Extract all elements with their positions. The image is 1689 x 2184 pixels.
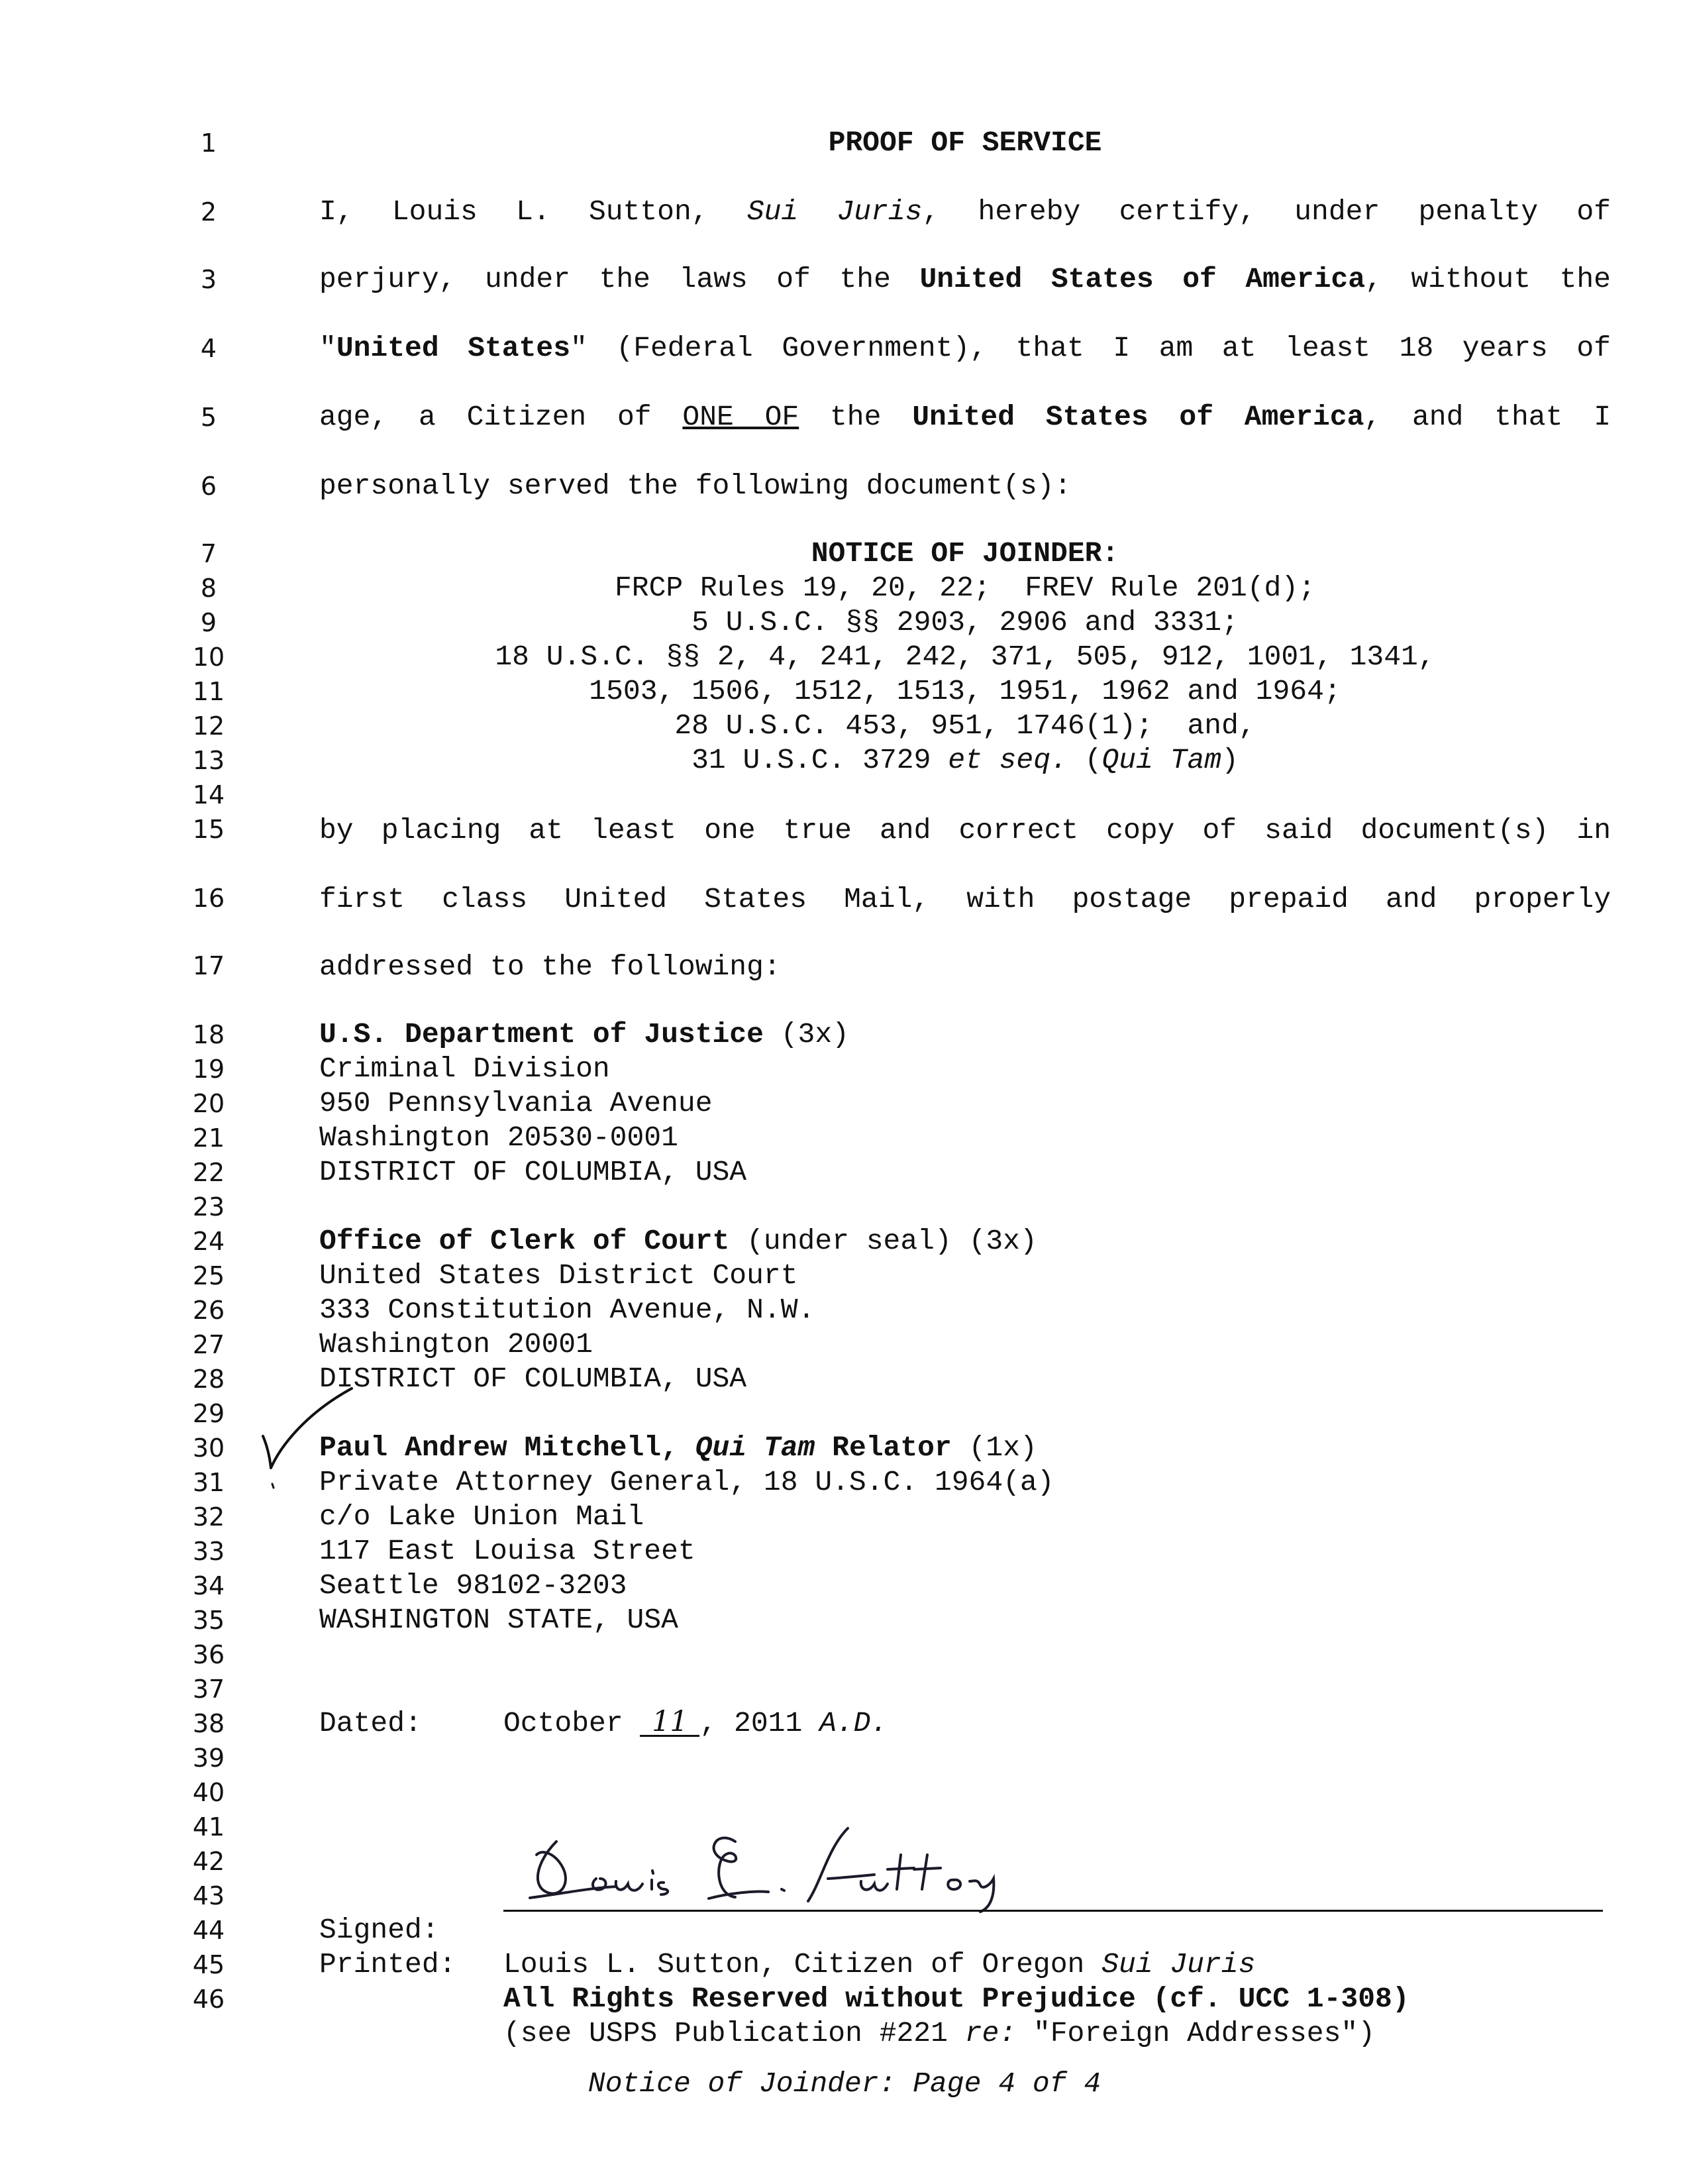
recipient-address-line: 950 Pennsylvania Avenue xyxy=(319,1087,713,1119)
document-citation: 1503, 1506, 1512, 1513, 1951, 1962 and 1964; xyxy=(589,675,1341,707)
intro-line-4: "United States" (Federal Government), that I am at least 18 years of xyxy=(319,332,1611,364)
intro-line-2: I, Louis L. Sutton, Sui Juris, hereby certify, under penalty of xyxy=(319,195,1611,228)
line-number: 16 xyxy=(192,884,225,913)
line-number: 37 xyxy=(192,1675,225,1704)
line-number: 8 xyxy=(200,574,217,603)
line-number: 20 xyxy=(192,1089,225,1118)
document-title: NOTICE OF JOINDER: xyxy=(811,537,1119,570)
line-number: 43 xyxy=(192,1881,225,1910)
recipient-address-line: Washington 20001 xyxy=(319,1328,593,1361)
page-title: PROOF OF SERVICE xyxy=(828,127,1102,159)
line-number: 19 xyxy=(192,1055,225,1084)
printed-name: Louis L. Sutton, Citizen of Oregon Sui Juris xyxy=(503,1948,1256,1981)
line-number: 41 xyxy=(192,1812,225,1842)
line-number: 46 xyxy=(192,1985,225,2014)
line-number: 9 xyxy=(200,608,217,637)
line-number: 31 xyxy=(192,1468,225,1497)
line-number: 10 xyxy=(192,643,225,672)
line-number: 25 xyxy=(192,1261,225,1290)
line-number: 35 xyxy=(192,1606,225,1635)
line-number: 4 xyxy=(200,334,217,363)
intro-line-5: age, a Citizen of ONE OF the United States of America, and that I xyxy=(319,401,1612,433)
document-citation: 5 U.S.C. §§ 2903, 2906 and 3331; xyxy=(691,606,1239,639)
line-number: 34 xyxy=(192,1571,225,1600)
recipient-name: Office of Clerk of Court (under seal) (3x) xyxy=(319,1225,1037,1257)
recipient-address-line: Criminal Division xyxy=(319,1053,610,1085)
recipient-name: Paul Andrew Mitchell, Qui Tam Relator (1x) xyxy=(319,1431,1037,1464)
line-number: 5 xyxy=(200,403,217,432)
line-number: 1 xyxy=(200,129,217,158)
recipient-address-line: Seattle 98102-3203 xyxy=(319,1569,627,1602)
line-number: 42 xyxy=(192,1847,225,1876)
line-number: 44 xyxy=(192,1916,225,1945)
line-number: 29 xyxy=(192,1399,225,1428)
intro-line-6: personally served the following document(s): xyxy=(319,470,1072,502)
line-number: 12 xyxy=(192,711,225,741)
line-number: 45 xyxy=(192,1950,225,1979)
recipient-address-line: 333 Constitution Avenue, N.W. xyxy=(319,1294,815,1326)
dated-day-handwritten: 11 xyxy=(640,1708,699,1737)
signature-line xyxy=(503,1910,1603,1912)
line-number: 21 xyxy=(192,1123,225,1153)
mailing-line-15: by placing at least one true and correct copy of said document(s) in xyxy=(319,814,1611,847)
document-citation: 18 U.S.C. §§ 2, 4, 241, 242, 371, 505, 912, 1001, 1341, xyxy=(495,641,1435,673)
usps-note: (see USPS Publication #221 re: "Foreign Addresses") xyxy=(503,2017,1376,2050)
line-number: 27 xyxy=(192,1330,225,1359)
line-number: 11 xyxy=(192,677,225,706)
line-number: 14 xyxy=(192,780,225,809)
recipient-address-line: 117 East Louisa Street xyxy=(319,1535,695,1567)
document-citation: 28 U.S.C. 453, 951, 1746(1); and, xyxy=(674,709,1256,742)
recipient-address-line: WASHINGTON STATE, USA xyxy=(319,1604,678,1636)
line-number: 30 xyxy=(192,1433,225,1463)
line-number: 22 xyxy=(192,1158,225,1187)
line-number: 24 xyxy=(192,1227,225,1256)
mailing-line-16: first class United States Mail, with postage prepaid and properly xyxy=(319,883,1611,915)
line-number: 23 xyxy=(192,1192,225,1222)
line-number: 33 xyxy=(192,1537,225,1566)
handwritten-signature xyxy=(517,1815,1060,1914)
mailing-line-17: addressed to the following: xyxy=(319,951,781,983)
rights-reservation: All Rights Reserved without Prejudice (cf. UCC 1-308) xyxy=(503,1983,1409,2015)
line-number: 40 xyxy=(192,1778,225,1807)
document-citation: FRCP Rules 19, 20, 22; FREV Rule 201(d); xyxy=(615,572,1315,604)
line-number: 38 xyxy=(192,1709,225,1738)
intro-line-3: perjury, under the laws of the United States of America, without the xyxy=(319,263,1611,295)
line-number: 2 xyxy=(200,197,217,227)
line-number: 28 xyxy=(192,1365,225,1394)
line-number: 39 xyxy=(192,1743,225,1773)
document-citation: 31 U.S.C. 3729 et seq. (Qui Tam) xyxy=(691,744,1239,776)
page-footer: Notice of Joinder: Page 4 of 4 xyxy=(588,2067,1101,2100)
line-number: 6 xyxy=(200,472,217,501)
printed-label: Printed: xyxy=(319,1948,456,1981)
line-number: 15 xyxy=(192,815,225,844)
line-number: 3 xyxy=(200,265,217,294)
recipient-address-line: Private Attorney General, 18 U.S.C. 1964(a) xyxy=(319,1466,1054,1498)
recipient-address-line: United States District Court xyxy=(319,1259,798,1292)
line-number: 17 xyxy=(192,951,225,980)
line-number: 26 xyxy=(192,1296,225,1325)
dated-value: October 11 , 2011 A.D. xyxy=(503,1705,888,1740)
line-number: 32 xyxy=(192,1502,225,1532)
recipient-address-line: DISTRICT OF COLUMBIA, USA xyxy=(319,1156,747,1188)
line-number: 13 xyxy=(192,746,225,775)
recipient-address-line: Washington 20530-0001 xyxy=(319,1121,678,1154)
signed-label: Signed: xyxy=(319,1914,439,1946)
recipient-name: U.S. Department of Justice (3x) xyxy=(319,1018,849,1051)
recipient-address-line: c/o Lake Union Mail xyxy=(319,1500,644,1533)
line-number: 36 xyxy=(192,1640,225,1669)
line-number: 18 xyxy=(192,1020,225,1049)
dated-label: Dated: xyxy=(319,1707,422,1740)
line-number: 7 xyxy=(200,539,217,568)
recipient-address-line: DISTRICT OF COLUMBIA, USA xyxy=(319,1363,747,1395)
